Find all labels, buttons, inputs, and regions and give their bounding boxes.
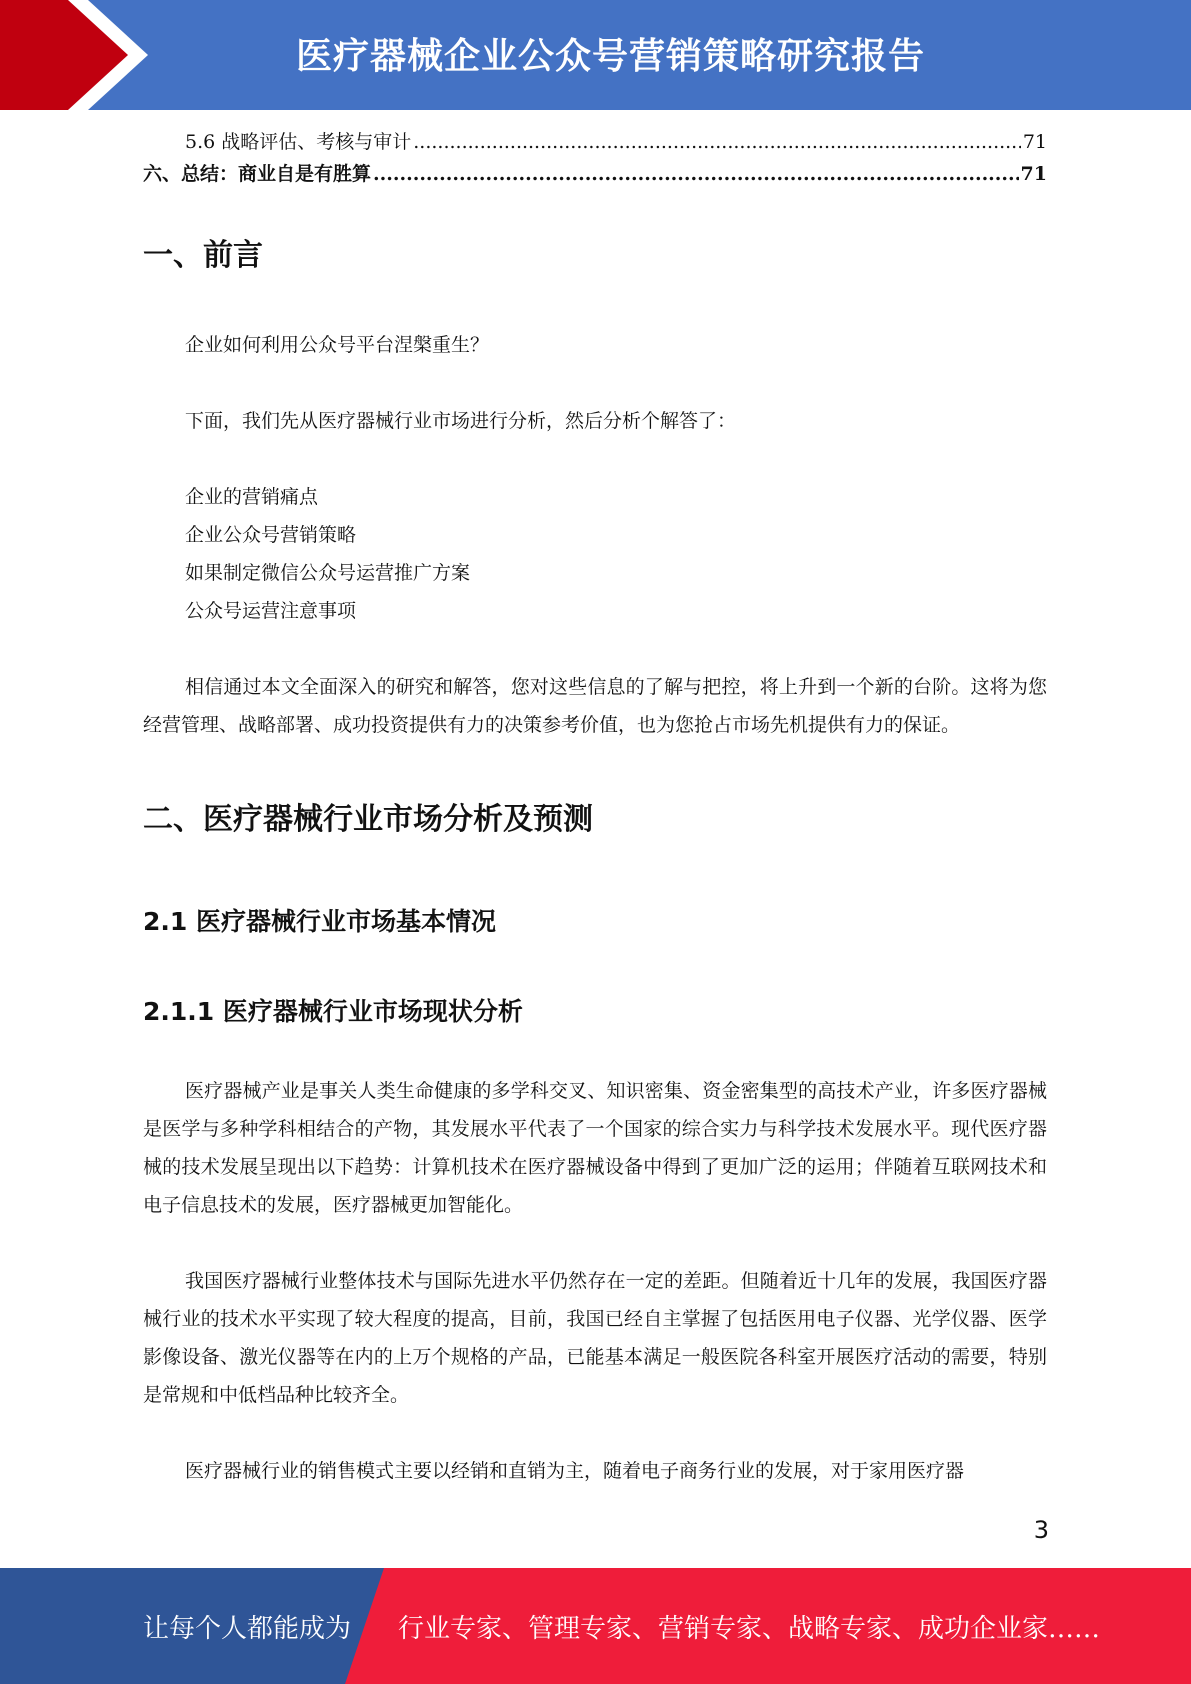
- page-footer: [0, 1568, 1191, 1684]
- toc-entry[interactable]: [143, 158, 1047, 190]
- toc-leader-dots: [373, 158, 1019, 190]
- paragraph: 下面，我们先从医疗器械行业市场进行分析，然后分析个解答了：: [185, 410, 737, 432]
- page-number: 3: [1033, 1516, 1049, 1544]
- toc-entry-title: 5.6 战略评估、考核与审计: [185, 131, 412, 153]
- toc-entry-page: 71: [1020, 163, 1047, 185]
- bullet-list: [143, 478, 1047, 630]
- paragraph: 我国医疗器械行业整体技术与国际先进水平仍然存在一定的差距。但随着近十几年的发展，我国医疗器械行业的技术水平实现了较大程度的提高，目前，我国已经自主掌握了包括医用电子仪器、光学仪器、医学影像设备、激光仪器等在内的上万个规格的产品，已能基本满足一般医院各科室开展医疗活动的需要，特别是常规和中低档品种比较齐全。: [143, 1270, 1047, 1406]
- toc-entry-title: 六、总结：商业自是有胜算: [143, 163, 372, 185]
- report-title: 医疗器械企业公众号营销策略研究报告: [295, 36, 925, 77]
- list-item: 如果制定微信公众号运营推广方案: [185, 562, 471, 584]
- toc-entry-page: 71: [1022, 131, 1047, 153]
- paragraph: 企业如何利用公众号平台涅槃重生？: [185, 334, 490, 356]
- paragraph: 医疗器械行业的销售模式主要以经销和直销为主，随着电子商务行业的发展，对于家用医疗器: [185, 1460, 965, 1482]
- paragraph: 医疗器械产业是事关人类生命健康的多学科交叉、知识密集、资金密集型的高技术产业，许多医疗器械是医学与多种学科相结合的产物，其发展水平代表了一个国家的综合实力与科学技术发展水平。现代医疗器械的技术发展呈现出以下趋势：计算机技术在医疗器械设备中得到了更加广泛的运用；伴随着互联网技术和电子信息技术的发展，医疗器械更加智能化。: [143, 1080, 1047, 1216]
- page-content: [143, 126, 1047, 1490]
- footer-slogan-right: 行业专家、管理专家、营销专家、战略专家、成功企业家……: [398, 1614, 1101, 1644]
- page-header: [0, 0, 1191, 110]
- subsection-heading: 2.1 医疗器械行业市场基本情况: [143, 907, 496, 936]
- section-heading-market-analysis: 二、医疗器械行业市场分析及预测: [143, 802, 593, 837]
- toc-leader-dots: [413, 126, 1021, 158]
- list-item: 企业公众号营销策略: [185, 524, 357, 546]
- paragraph: 相信通过本文全面深入的研究和解答，您对这些信息的了解与把控，将上升到一个新的台阶。这将为您经营管理、战略部署、成功投资提供有力的决策参考价值，也为您抢占市场先机提供有力的保证。: [143, 676, 1047, 736]
- toc-entry[interactable]: [143, 126, 1047, 158]
- section-heading-preface: 一、前言: [143, 238, 263, 273]
- footer-slogan-left: 让每个人都能成为: [143, 1614, 352, 1644]
- subsection-heading: 2.1.1 医疗器械行业市场现状分析: [143, 997, 523, 1026]
- list-item: 公众号运营注意事项: [185, 600, 357, 622]
- list-item: 企业的营销痛点: [185, 486, 319, 508]
